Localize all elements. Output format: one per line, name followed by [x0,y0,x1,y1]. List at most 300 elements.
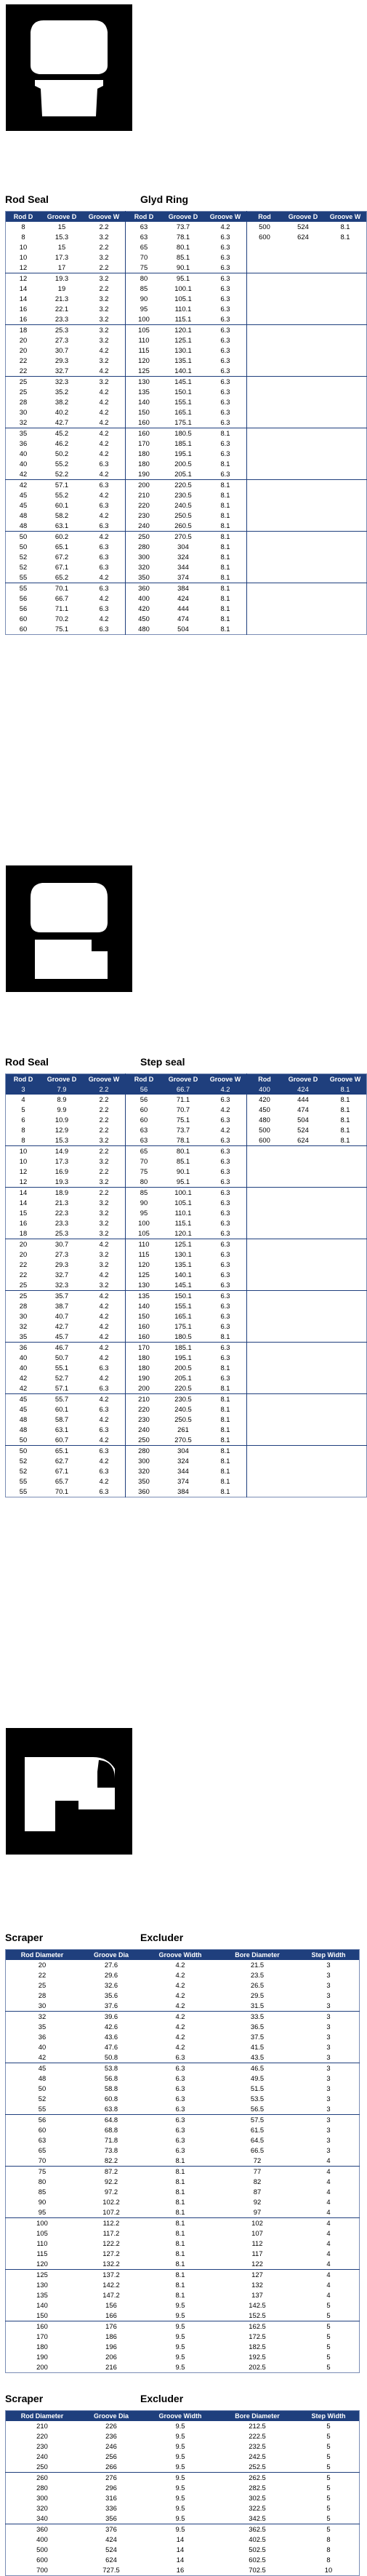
table-cell [324,1404,367,1415]
table-cell: 63.1 [55,521,69,530]
table-row [6,1980,360,1991]
table-cell: 3.2 [83,377,126,388]
table-cell [324,335,367,345]
table-cell: 3.2 [99,1260,109,1269]
table-cell: 37.6 [104,2001,118,2010]
table-row [6,222,367,232]
table-cell: 36 [19,439,28,448]
table-cell: 70.1 [41,583,83,594]
table-cell: 4.2 [83,1394,126,1405]
table-cell: 200 [36,2363,48,2372]
column-header: Groove D [41,1074,83,1085]
table-cell: 60.7 [55,1436,69,1444]
table-row [6,2249,360,2259]
column-header: Rod D [126,1074,163,1085]
table-cell: 17 [57,263,66,272]
table-cell: 4 [298,2270,360,2281]
table-cell: 52 [19,563,28,572]
table-cell: 49.5 [250,2074,265,2083]
table-row [6,2545,360,2555]
table-cell: 3.2 [99,1229,109,1238]
table-cell: 4.2 [175,1981,185,1990]
table-cell: 22 [19,367,28,375]
table-cell: 55 [19,1477,28,1486]
scraper-seal-profile-image [6,1728,132,1855]
table-cell: 9.9 [57,1105,67,1114]
table-cell: 8.1 [220,1477,230,1486]
table-cell: 195.1 [174,449,192,458]
table-cell: 110 [126,335,163,345]
table-cell: 474 [177,615,189,623]
table-row [6,2177,360,2187]
table-cell: 6.3 [175,2074,185,2083]
table-cell [282,1280,324,1291]
table-cell [324,1487,367,1497]
table-cell: 424 [105,2535,117,2544]
table-cell: 100.1 [174,284,192,293]
table-cell: 32 [6,2012,79,2023]
table-cell [247,428,283,439]
table-cell: 2.2 [99,1095,109,1104]
table-cell: 600 [247,1135,283,1146]
table-row [6,2421,360,2431]
table-cell: 73.7 [176,1126,190,1135]
table-cell: 3 [326,1991,331,2000]
table-cell: 9.5 [175,2422,185,2431]
table-cell [282,1332,324,1343]
table-cell: 480 [247,1115,283,1125]
table-cell: 3 [326,2043,331,2052]
table-row [6,2239,360,2249]
table-cell: 110.1 [174,1209,192,1217]
table-cell: 180.5 [162,428,204,439]
table-cell [282,1228,324,1239]
table-cell: 150 [126,1311,163,1321]
table-cell: 6.3 [175,2146,185,2155]
table-cell [247,1383,283,1394]
table-cell: 8.1 [175,2229,185,2238]
table-cell: 90.1 [176,1167,190,1176]
table-cell: 8.1 [220,501,230,510]
table-cell: 400 [247,1084,283,1095]
table-cell: 38.7 [55,1302,69,1311]
table-cell: 6.3 [204,1239,247,1250]
table-cell: 8.1 [204,583,247,594]
table-cell [324,1425,367,1435]
table-cell [247,1435,283,1446]
table-cell: 222.5 [249,2432,266,2441]
table-cell [282,1321,324,1332]
table-cell: 6.3 [220,1209,230,1217]
table-cell: 80 [126,1177,163,1188]
table-row [6,480,367,491]
table-cell: 8.1 [144,2167,217,2177]
table-cell: 9.5 [175,2301,185,2310]
table-cell [282,1363,324,1373]
table-cell [324,532,367,543]
table-cell [324,345,367,356]
table-cell: 230.5 [174,491,192,500]
table-cell: 4 [326,2198,331,2207]
table-row [6,2524,360,2535]
table-cell: 142.5 [249,2301,266,2310]
table-cell [247,1167,283,1177]
table-cell: 216 [105,2363,117,2372]
table-cell: 2.2 [99,1167,109,1176]
table-cell [282,387,324,397]
table-cell [247,583,283,594]
column-header: Bore Diameter [217,2411,298,2422]
table-cell: 15.3 [55,1136,69,1145]
table-cell: 160 [126,1332,163,1343]
table-cell: 6.3 [220,1271,230,1279]
table-cell: 65 [126,242,163,252]
table-cell: 29.3 [55,356,69,365]
table-cell: 474 [297,1105,309,1114]
table-row [6,2135,360,2145]
table-cell: 8.1 [175,2239,185,2248]
table-cell: 67.1 [55,1467,69,1476]
table-cell: 240 [126,521,163,532]
table-cell: 4.2 [99,1415,109,1424]
scraper-dimension-table [5,1949,360,2373]
table-cell: 125 [126,366,163,377]
table-cell: 95.1 [176,1177,190,1186]
table-cell: 185.1 [162,1343,204,1353]
table-cell: 2.2 [99,284,109,293]
table-cell [324,1343,367,1353]
table-cell: 92 [253,2198,262,2207]
table-cell: 156 [105,2301,117,2310]
table-row [6,2115,360,2126]
table-cell: 3.2 [99,1281,109,1289]
table-cell: 80 [38,2177,47,2186]
table-cell: 2.2 [83,1188,126,1199]
table-cell: 6.3 [220,284,230,293]
table-header-row [6,1950,360,1961]
table-cell: 4.2 [99,1374,109,1383]
table-cell [282,1301,324,1311]
table-row [6,2452,360,2462]
table-cell: 90 [38,2198,47,2207]
table-cell: 55 [38,2105,47,2113]
table-cell: 8.1 [220,604,230,613]
table-cell: 35 [38,2023,47,2031]
table-cell: 7.9 [41,1084,83,1095]
table-cell: 3.2 [99,295,109,303]
table-cell: 35 [19,1332,28,1341]
table-cell: 324 [177,1457,189,1465]
table-cell [247,294,283,304]
table-cell: 252.5 [249,2463,266,2471]
table-cell [282,1208,324,1218]
table-cell: 444 [297,1095,309,1104]
table-cell: 60.1 [55,501,69,510]
table-cell [282,1343,324,1353]
table-cell: 140 [36,2301,48,2310]
column-header: Groove D [162,212,204,223]
table-cell: 320 [126,562,163,572]
table-cell: 51.5 [250,2084,265,2093]
table-cell: 10 [19,1157,28,1166]
table-cell: 4.2 [99,1477,109,1486]
table-cell: 14 [19,284,28,293]
table-row [6,1321,367,1332]
table-cell: 4 [326,2188,331,2196]
table-cell: 250 [126,532,163,543]
table-cell: 4 [326,2239,331,2248]
table-cell: 8.1 [340,1095,350,1104]
table-row [6,2342,360,2352]
table-cell: 6.3 [220,1302,230,1311]
table-cell [324,1249,367,1260]
table-cell: 22.1 [55,305,69,313]
table-cell: 32.3 [55,1281,69,1289]
table-cell: 32.7 [55,367,69,375]
table-cell [282,521,324,532]
table-cell: 5 [298,2321,360,2332]
table-cell: 95.1 [162,273,204,284]
table-cell [282,304,324,314]
table-cell: 15 [57,223,66,231]
table-cell: 20 [19,346,28,355]
table-cell: 39.6 [78,2012,144,2023]
table-cell: 316 [105,2494,117,2503]
table-cell: 135 [126,1291,163,1302]
table-cell: 22 [19,1271,28,1279]
table-cell: 6.3 [83,583,126,594]
table-cell: 4.2 [99,1436,109,1444]
table-cell: 115 [36,2249,48,2258]
table-cell: 500 [247,1125,283,1135]
table-cell: 4 [326,2291,331,2300]
table-cell: 9.5 [175,2494,185,2503]
table-cell: 300 [126,1456,163,1466]
table-row [6,2042,360,2052]
table-cell: 3 [326,1971,331,1980]
table-cell [324,1270,367,1280]
table-cell: 9.5 [175,2343,185,2351]
table-row [6,2270,360,2281]
table-cell: 130.1 [174,346,192,355]
table-cell: 524 [105,2545,117,2554]
table-cell: 120.1 [174,1229,192,1238]
table-cell [282,604,324,614]
table-cell: 3 [326,2023,331,2031]
table-cell: 8.1 [220,1436,230,1444]
table-cell: 8.1 [340,223,350,231]
table-row [6,1353,367,1363]
table-row [6,1198,367,1208]
table-cell: 46.7 [41,1343,83,1353]
table-cell: 5 [326,2353,331,2361]
table-cell: 9.5 [175,2332,185,2341]
table-cell: 240.5 [174,501,192,510]
table-cell: 205.1 [174,470,192,479]
table-cell: 266 [105,2463,117,2471]
table-cell: 70 [38,2156,47,2165]
table-cell: 8.1 [175,2249,185,2258]
table-cell: 6.3 [204,1291,247,1302]
table-cell: 16 [19,305,28,313]
table-cell: 85.1 [176,1157,190,1166]
table-row [6,2063,360,2074]
table-row [6,345,367,356]
table-cell: 45 [6,2063,79,2074]
table-cell: 150 [126,407,163,417]
table-cell: 600 [36,2556,48,2564]
table-cell: 261 [177,1425,189,1434]
table-cell: 6.3 [220,305,230,313]
table-cell: 9.5 [144,2473,217,2484]
table-cell: 25 [38,1981,47,1990]
table-cell [282,263,324,273]
table-cell: 61.5 [250,2126,265,2135]
table-cell: 205.1 [174,1374,192,1383]
table-cell: 6.3 [220,1167,230,1176]
table-cell: 117 [251,2249,263,2258]
table-row [6,2462,360,2473]
table-cell: 105 [126,1228,163,1239]
table-cell: 384 [177,1487,189,1496]
table-cell: 42.7 [55,418,69,427]
table-cell: 6.3 [220,408,230,417]
table-cell: 8 [326,2556,331,2564]
table-cell [324,562,367,572]
table-cell: 3.2 [99,305,109,313]
table-cell: 21.5 [250,1961,265,1969]
table-cell: 3 [298,2012,360,2023]
table-cell: 320 [36,2504,48,2513]
table-cell: 37.5 [250,2033,265,2041]
table-cell: 70 [126,252,163,263]
table-cell [282,314,324,325]
table-cell: 100 [6,2218,79,2229]
table-row [6,314,367,325]
table-cell: 8.1 [220,460,230,468]
table-cell [282,1239,324,1250]
table-row [6,1146,367,1157]
table-row [6,2300,360,2311]
table-cell: 230.5 [162,1394,204,1405]
column-header: Groove Width [144,1950,217,1961]
table-cell: 150 [36,2311,48,2320]
table-cell: 4.2 [175,2033,185,2041]
table-cell [324,366,367,377]
table-cell [247,1425,283,1435]
table-cell [324,1363,367,1373]
table-cell: 5 [326,2301,331,2310]
table-cell [247,1446,283,1457]
table-cell: 52.2 [55,470,69,479]
table-cell: 80 [126,273,163,284]
table-row [6,2332,360,2342]
table-cell: 60 [126,1115,163,1125]
table-cell: 402.5 [249,2535,266,2544]
column-header: Rod D [6,1074,41,1085]
table-cell: 110 [126,1239,163,1250]
table-cell: 25 [6,1291,41,1302]
table-cell: 45.7 [55,1332,69,1341]
table-cell: 6.3 [204,1188,247,1199]
table-cell: 46.5 [217,2063,298,2074]
table-cell: 14 [19,295,28,303]
table-cell [247,1228,283,1239]
table-cell: 9.5 [175,2442,185,2451]
table-cell: 176 [78,2321,144,2332]
table-cell: 52.7 [55,1374,69,1383]
table-cell: 4.2 [175,2043,185,2052]
table-cell: 8.1 [220,1425,230,1434]
table-cell: 140.1 [174,1271,192,1279]
table-row [6,1291,367,1302]
table-cell: 8.1 [220,553,230,561]
table-cell: 3 [326,2084,331,2093]
table-cell: 4.2 [99,439,109,448]
table-cell: 8.1 [175,2281,185,2289]
table-cell [324,284,367,294]
table-cell: 4.2 [99,470,109,479]
table-cell: 63 [126,1135,163,1146]
table-row [6,1156,367,1167]
table-row [6,583,367,594]
table-cell: 6.3 [220,1374,230,1383]
table-cell [247,407,283,417]
table-cell [247,1188,283,1199]
section-title-right: Excluder [140,2393,184,2404]
table-cell: 3 [6,1084,41,1095]
table-cell [247,593,283,604]
table-cell: 6.3 [175,2126,185,2135]
table-cell: 220 [126,1404,163,1415]
table-cell: 220 [36,2432,48,2441]
table-cell: 55.2 [55,460,69,468]
table-cell: 4.2 [99,594,109,603]
table-cell: 33.5 [217,2012,298,2023]
table-cell: 70.2 [55,615,69,623]
table-cell: 22 [19,356,28,365]
table-cell: 344 [177,1467,189,1476]
table-cell: 32 [19,1322,28,1331]
table-cell: 165.1 [174,408,192,417]
table-cell: 6.3 [99,501,109,510]
table-cell: 170 [36,2332,48,2341]
table-cell: 4.2 [144,2012,217,2023]
table-row [6,459,367,469]
table-row [6,366,367,377]
table-cell: 100 [126,314,163,325]
table-cell: 200.5 [174,1364,192,1372]
table-cell [324,1156,367,1167]
table-cell: 165.1 [174,1312,192,1321]
table-cell: 16.9 [55,1167,69,1176]
table-cell: 15 [57,243,66,252]
table-cell [324,521,367,532]
table-cell: 45 [6,1394,41,1405]
table-row [6,552,367,562]
table-cell [324,417,367,428]
column-header: Step Width [298,2411,360,2422]
table-cell: 97.2 [104,2188,118,2196]
table-cell: 524 [297,1126,309,1135]
table-cell: 3.2 [99,336,109,345]
table-row [6,624,367,635]
table-row [6,1394,367,1405]
table-row [6,1456,367,1466]
table-cell [324,1218,367,1228]
table-cell [247,500,283,511]
table-cell: 4 [298,2218,360,2229]
